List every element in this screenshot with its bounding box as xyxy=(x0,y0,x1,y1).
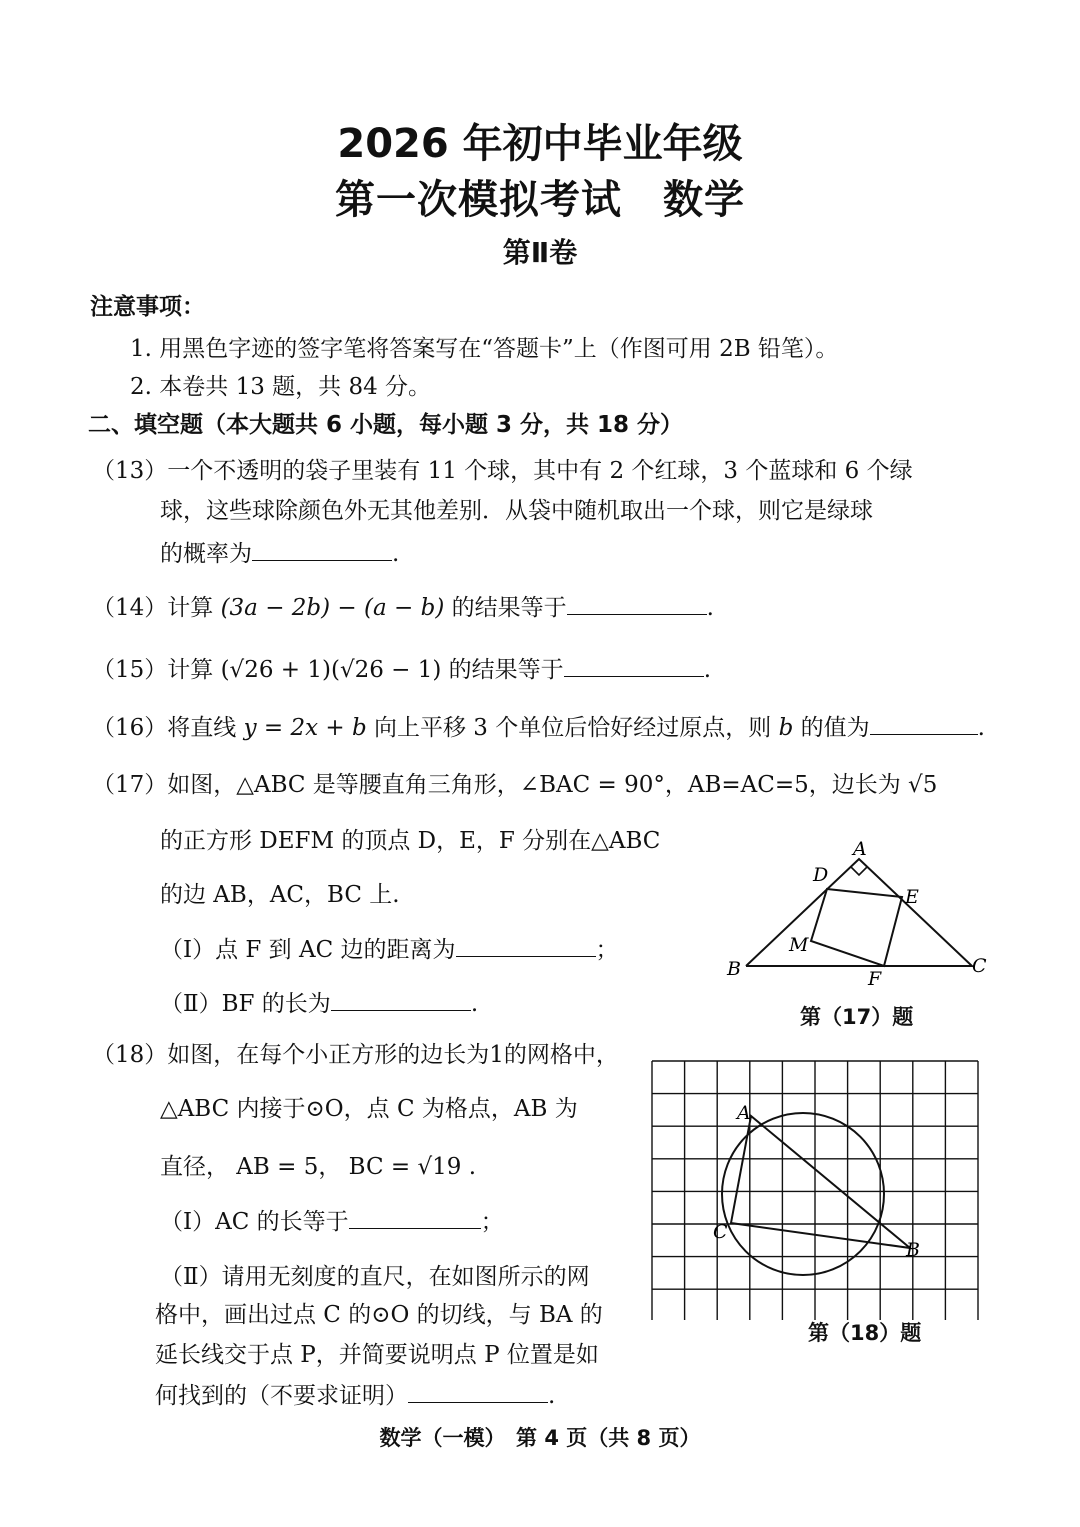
q18-part-1: （Ⅰ）AC 的长等于 ； xyxy=(160,1206,504,1237)
q13-answer-blank[interactable] xyxy=(252,538,392,561)
volume-label: 第Ⅱ卷 xyxy=(502,236,578,269)
notice-item-2: 2. 本卷共 13 题，共 84 分。 xyxy=(130,374,432,400)
page-footer: 数学（一模） 第 4 页（共 8 页） xyxy=(379,1426,701,1450)
q17-part-1: （Ⅰ）点 F 到 AC 边的距离为 ； xyxy=(160,934,619,965)
q15-line: （15）计算 (√26 + 1)(√26 − 1) 的结果等于 . xyxy=(92,654,711,685)
q17-part2-blank[interactable] xyxy=(331,988,471,1011)
q18-part-2-line-2: 格中，画出过点 C 的⊙O 的切线，与 BA 的 xyxy=(155,1302,603,1328)
q16-line: （16）将直线 y = 2x + b 向上平移 3 个单位后恰好经过原点，则 b 的值为 . xyxy=(92,712,985,743)
label-c: C xyxy=(713,1221,728,1243)
q17-line-2: 的正方形 DEFM 的顶点 D，E，F 分别在△ABC xyxy=(160,828,661,854)
q18-part1-blank[interactable] xyxy=(349,1206,481,1229)
q18-line-1: （18）如图，在每个小正方形的边长为1的网格中， xyxy=(92,1042,619,1068)
q17-part-2: （Ⅱ）BF 的长为 . xyxy=(160,988,478,1019)
q18-part2-blank[interactable] xyxy=(408,1380,548,1403)
q18-figure-caption: 第（18）题 xyxy=(808,1321,922,1345)
q17-line-1: （17）如图，△ABC 是等腰直角三角形，∠BAC = 90°，AB=AC=5，边长为 √5 xyxy=(92,772,938,798)
right-angle-mark xyxy=(851,867,867,875)
section-heading: 二、填空题（本大题共 6 小题，每小题 3 分，共 18 分） xyxy=(88,412,684,438)
q18-part-2-line-3: 延长线交于点 P，并简要说明点 P 位置是如 xyxy=(155,1342,599,1368)
q15-answer-blank[interactable] xyxy=(564,654,704,677)
grid xyxy=(652,1061,978,1320)
label-f: F xyxy=(868,968,882,990)
square-defm xyxy=(811,889,902,966)
notice-item-1: 1. 用黑色字迹的签字笔将答案写在“答题卡”上（作图可用 2B 铅笔）。 xyxy=(130,336,839,362)
label-a: A xyxy=(737,1102,751,1124)
q13-line-2: 球，这些球除颜色外无其他差别．从袋中随机取出一个球，则它是绿球 xyxy=(160,498,873,524)
q18-line-3: 直径， AB = 5， BC = √19 . xyxy=(160,1154,477,1180)
q16-answer-blank[interactable] xyxy=(870,712,978,735)
q18-figure xyxy=(650,1058,980,1320)
q16-expression: y = 2x + b xyxy=(243,715,367,741)
label-m: M xyxy=(789,934,809,956)
q14-line: （14）计算 (3a − 2b) − (a − b) 的结果等于 . xyxy=(92,592,714,623)
q13-line-3: 的概率为 . xyxy=(160,538,399,569)
q17-figure-caption: 第（17）题 xyxy=(800,1005,914,1029)
q15-expression: (√26 + 1)(√26 − 1) xyxy=(220,657,442,683)
q18-part-2-line-4: 何找到的（不要求证明） . xyxy=(155,1380,555,1411)
q18-line-2: △ABC 内接于⊙O，点 C 为格点，AB 为 xyxy=(160,1096,578,1122)
label-d: D xyxy=(813,864,829,886)
q13-line-1: （13）一个不透明的袋子里装有 11 个球，其中有 2 个红球，3 个蓝球和 6 个绿 xyxy=(92,458,913,484)
q17-part1-blank[interactable] xyxy=(456,934,596,957)
q17-line-3: 的边 AB，AC，BC 上. xyxy=(160,882,400,908)
label-e: E xyxy=(905,886,919,908)
q17-figure xyxy=(715,835,1005,995)
q18-part-2-line-1: （Ⅱ）请用无刻度的直尺，在如图所示的网 xyxy=(160,1264,590,1290)
exam-title: 2026 年初中毕业年级 xyxy=(337,121,743,167)
label-c: C xyxy=(972,955,987,977)
label-a: A xyxy=(853,838,867,860)
notice-heading: 注意事项： xyxy=(90,294,205,320)
q14-expression: (3a − 2b) − (a − b) xyxy=(220,595,445,621)
q14-answer-blank[interactable] xyxy=(567,592,707,615)
label-b: B xyxy=(906,1239,920,1261)
label-b: B xyxy=(727,958,741,980)
exam-subtitle: 第一次模拟考试 数学 xyxy=(335,177,745,223)
